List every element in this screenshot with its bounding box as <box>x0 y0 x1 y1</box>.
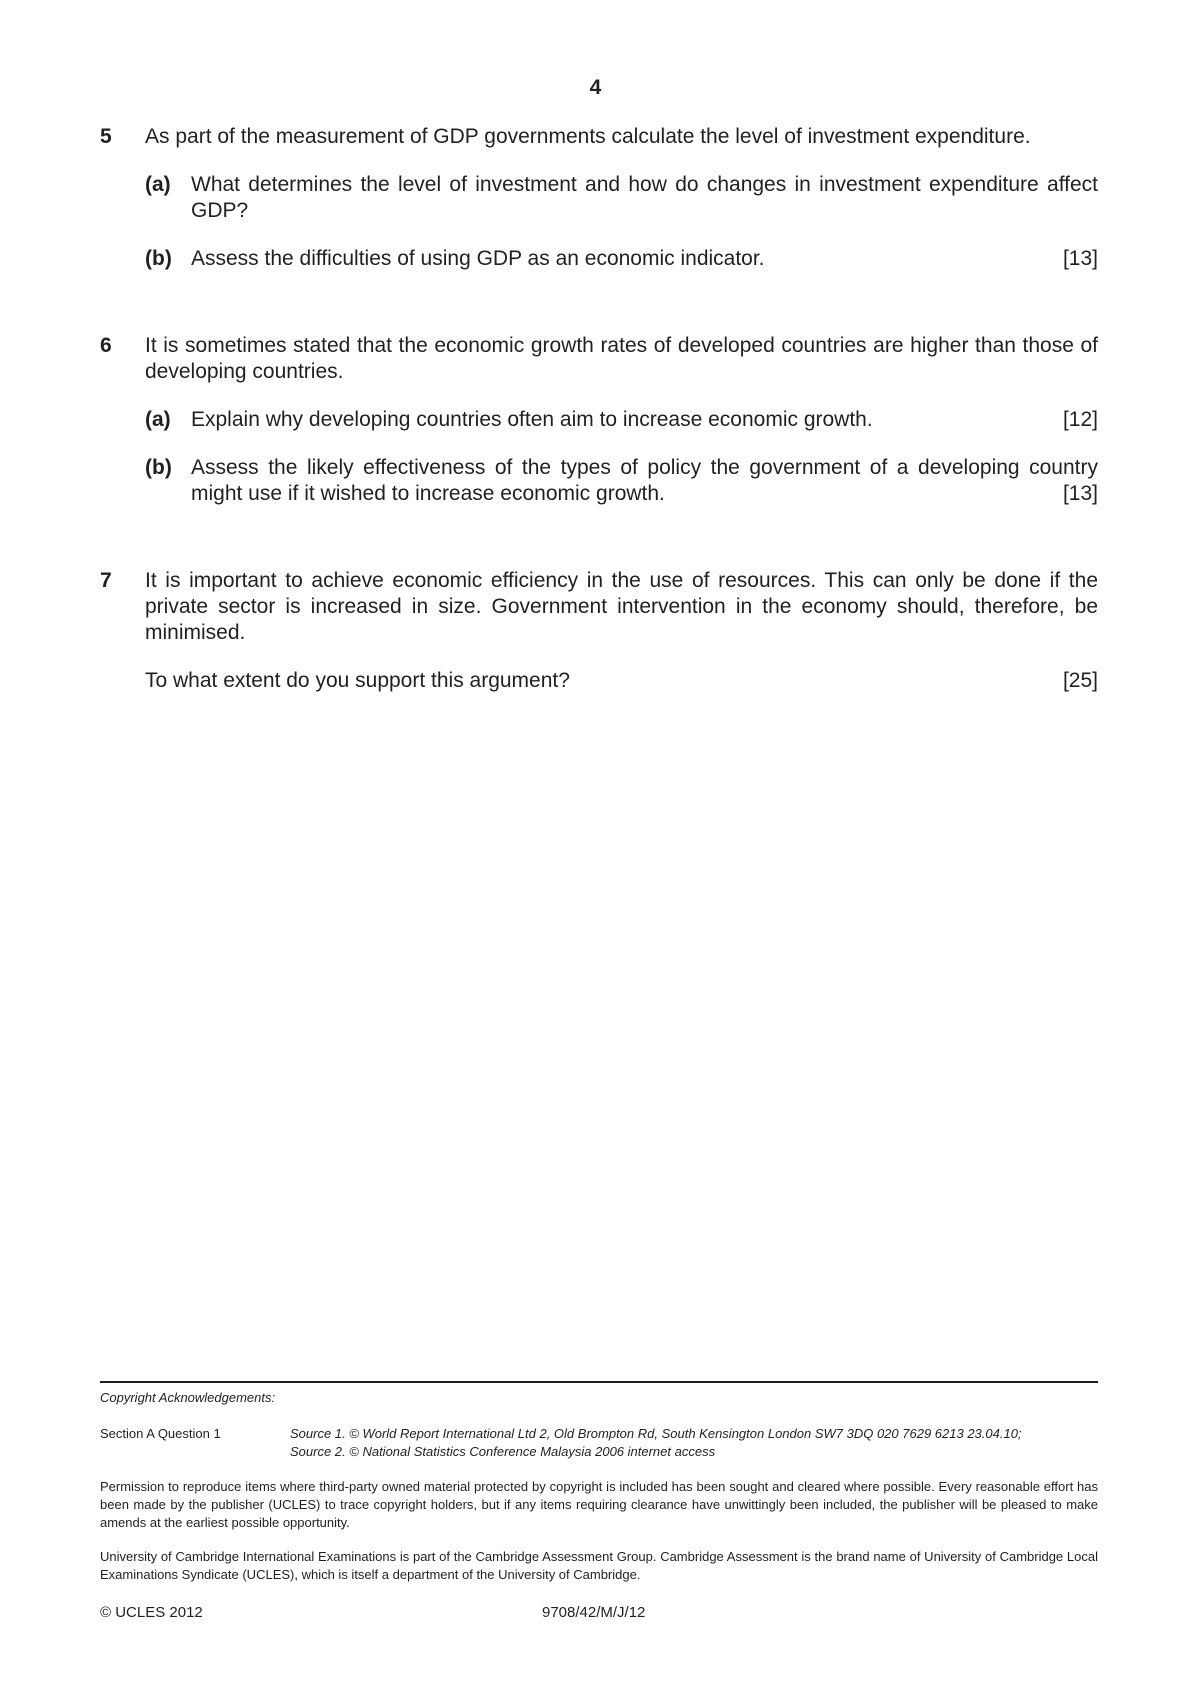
part-text: What determines the level of investment and how do changes in investment expenditure affect GDP? <box>191 173 1098 222</box>
part-label: (b) <box>145 247 172 270</box>
footer-divider <box>100 1381 1098 1383</box>
question-text: As part of the measurement of GDP governments calculate the level of investment expenditure. <box>145 125 1031 148</box>
question-text: It is important to achieve economic efficiency in the use of resources. This can only be done if the private sector is increased in size. Government intervention in the economy should, therefore, be minimised. <box>145 569 1098 644</box>
part-label: (a) <box>145 173 171 196</box>
marks: [13] <box>1062 482 1098 505</box>
question-part-a <box>145 407 1098 433</box>
part-text: Explain why developing countries often aim to increase economic growth. <box>191 408 873 431</box>
copyright-acknowledgements-title: Copyright Acknowledgements: <box>100 1390 276 1405</box>
question-number: 7 <box>100 569 112 592</box>
question-6 <box>100 333 1098 507</box>
source-line-1: Source 1. © World Report International Ltd 2, Old Brompton Rd, South Kensington London SW7 3DQ 020 7629 6213 23.04.10; <box>290 1426 1022 1441</box>
question-prompt-row <box>145 668 1098 694</box>
question-prompt: To what extent do you support this argument? <box>145 669 570 692</box>
question-text: It is sometimes stated that the economic growth rates of developed countries are higher than those of developing countries. <box>145 334 1098 383</box>
question-5 <box>100 124 1098 272</box>
marks: [13] <box>1062 247 1098 270</box>
part-text: Assess the likely effectiveness of the types of policy the government of a developing country might use if it wished to increase economic growth. <box>191 456 1098 505</box>
part-body <box>191 407 1098 433</box>
ucles-text: University of Cambridge International Examinations is part of the Cambridge Assessment Group. Cambridge Assessment is the brand name of University of Cambridge Local Examinations Syndicate (UCLES), which is itself a department of the University of Cambridge. <box>100 1549 1098 1582</box>
question-part-a <box>145 172 1098 224</box>
source-line-2: Source 2. © National Statistics Conference Malaysia 2006 internet access <box>290 1444 716 1459</box>
part-label: (a) <box>145 408 171 431</box>
marks: [12] <box>1062 408 1098 431</box>
paper-code: 9708/42/M/J/12 <box>542 1604 646 1621</box>
part-label: (b) <box>145 456 172 479</box>
marks: [25] <box>1062 669 1098 692</box>
permission-text: Permission to reproduce items where third-party owned material protected by copyright is included has been sought and cleared where possible. Every reasonable effort has been made by the publisher (UCLES) to trace copyright holders, but if any items requiring clearance have unwittingly been included, the publisher will be pleased to make amends at the earliest possible opportunity. <box>100 1479 1098 1530</box>
question-number: 5 <box>100 125 112 148</box>
question-part-b <box>145 246 1098 272</box>
part-body <box>191 246 1098 272</box>
source-label: Section A Question 1 <box>100 1426 221 1441</box>
question-7 <box>100 568 1098 694</box>
source-block <box>100 1425 1098 1461</box>
question-number: 6 <box>100 334 112 357</box>
question-part-b <box>145 455 1098 507</box>
copyright-notice: © UCLES 2012 <box>100 1604 203 1621</box>
part-text: Assess the difficulties of using GDP as an economic indicator. <box>191 247 765 270</box>
page-number: 4 <box>589 76 602 99</box>
